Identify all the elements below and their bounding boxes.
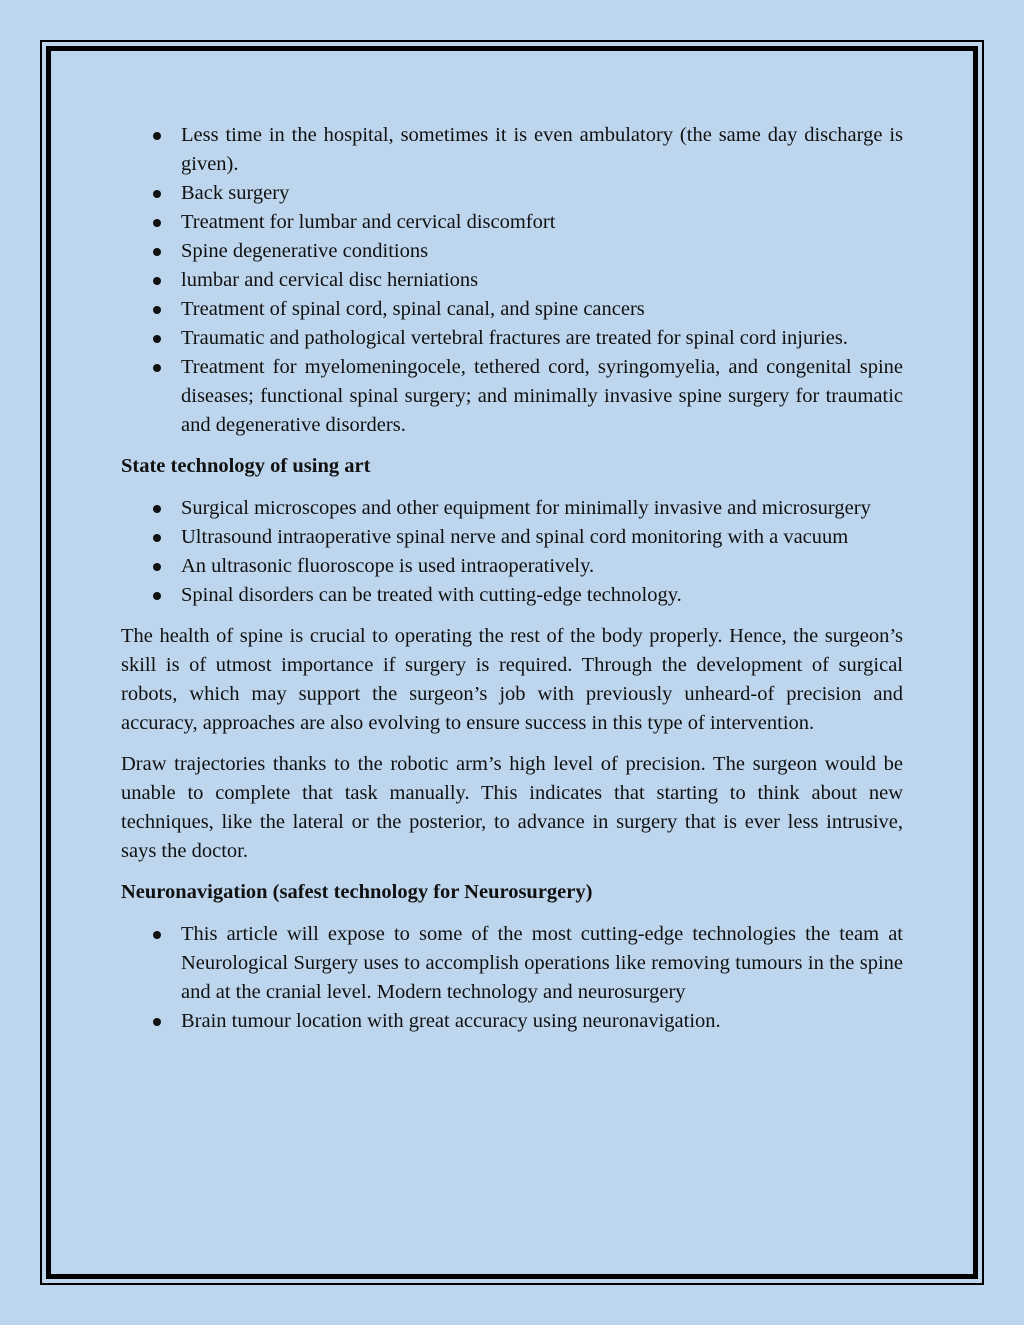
document-body — [121, 121, 903, 1036]
list-item: Treatment for lumbar and cervical discomfort — [121, 208, 903, 237]
list-item: Spinal disorders can be treated with cutting-edge technology. — [121, 581, 903, 610]
neuro-bullet-list — [121, 920, 903, 1036]
paragraph-spine-health: The health of spine is crucial to operating the rest of the body properly. Hence, the surgeon’s skill is of utmost importance if surgery is required. Through the development of surgical robots, which may support the surgeon’s job with previously unheard-of precision and accuracy, approaches are also evolving to ensure success in this type of intervention. — [121, 625, 903, 734]
art-bullet-list — [121, 494, 903, 610]
list-item: Brain tumour location with great accuracy using neuronavigation. — [121, 1007, 903, 1036]
section-heading-art: State technology of using art — [121, 455, 371, 477]
section-heading-neuronavigation: Neuronavigation (safest technology for Neurosurgery) — [121, 881, 593, 903]
list-item: Less time in the hospital, sometimes it is even ambulatory (the same day discharge is given). — [121, 121, 903, 179]
paragraph-robotic-arm: Draw trajectories thanks to the robotic arm’s high level of precision. The surgeon would be unable to complete that task manually. This indicates that starting to think about new techniques, like the lateral or the posterior, to advance in surgery that is ever less intrusive, says the doctor. — [121, 753, 903, 862]
list-item: Back surgery — [121, 179, 903, 208]
list-item: Surgical microscopes and other equipment for minimally invasive and microsurgery — [121, 494, 903, 523]
intro-bullet-list — [121, 121, 903, 440]
list-item: Spine degenerative conditions — [121, 237, 903, 266]
list-item: Traumatic and pathological vertebral fractures are treated for spinal cord injuries. — [121, 324, 903, 353]
list-item: Treatment for myelomeningocele, tethered cord, syringomyelia, and congenital spine diseases; functional spinal surgery; and minimally invasive spine surgery for traumatic and degenerative disorders. — [121, 353, 903, 440]
list-item: An ultrasonic fluoroscope is used intraoperatively. — [121, 552, 903, 581]
list-item: Ultrasound intraoperative spinal nerve and spinal cord monitoring with a vacuum — [121, 523, 903, 552]
list-item: Treatment of spinal cord, spinal canal, and spine cancers — [121, 295, 903, 324]
list-item: This article will expose to some of the most cutting-edge technologies the team at Neurological Surgery uses to accomplish operations like removing tumours in the spine and at the cranial level. Modern technology and neurosurgery — [121, 920, 903, 1007]
list-item: lumbar and cervical disc herniations — [121, 266, 903, 295]
